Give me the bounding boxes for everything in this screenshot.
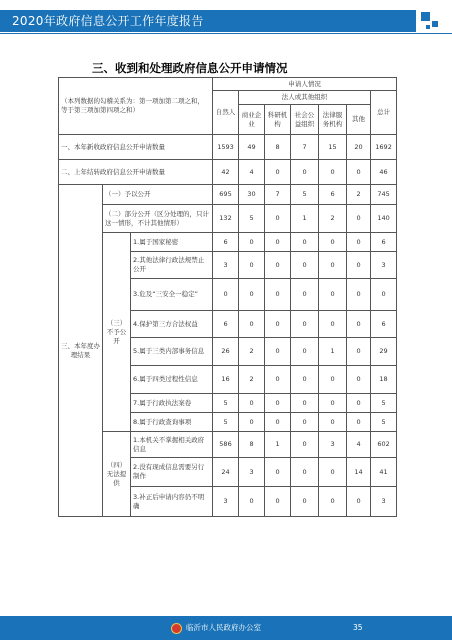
row-label: 2.没有现成信息需要另行制作 [131,458,213,487]
value-cell: 0 [347,366,371,394]
value-cell: 41 [371,458,397,487]
value-cell: 0 [291,413,319,432]
value-cell: 6 [371,233,397,252]
value-cell: 0 [347,279,371,311]
header-square-decoration [432,21,438,27]
value-cell: 0 [265,366,291,394]
value-cell: 0 [265,413,291,432]
value-cell: 132 [213,205,239,233]
value-cell: 5 [213,394,239,413]
page-number: 35 [353,623,363,632]
value-cell: 0 [291,458,319,487]
value-cell: 1692 [371,135,397,160]
row-label: 5.属于三类内部事务信息 [131,338,213,366]
value-cell: 0 [291,279,319,311]
value-cell: 3 [371,252,397,279]
value-cell: 0 [319,160,347,185]
value-cell: 0 [265,205,291,233]
row-label: （二）部分公开（区分处理的，只计这一情形，不计其他情形） [103,205,213,233]
value-cell: 140 [371,205,397,233]
value-cell: 0 [265,338,291,366]
value-cell: 0 [347,160,371,185]
value-cell: 0 [291,432,319,458]
table-row [59,432,397,458]
col-header: 社会公益组织 [291,105,319,135]
header-rule [0,33,452,34]
applicant-header: 申请人情况 [213,78,397,91]
value-cell: 6 [213,233,239,252]
value-cell: 0 [347,233,371,252]
value-cell: 4 [239,160,265,185]
value-cell: 3 [239,458,265,487]
value-cell: 6 [371,311,397,338]
value-cell: 0 [319,458,347,487]
col-header: 科研机构 [265,105,291,135]
value-cell: 5 [371,394,397,413]
value-cell: 16 [213,366,239,394]
row-label: 7.属于行政执法案卷 [131,394,213,413]
value-cell: 0 [265,233,291,252]
value-cell: 0 [291,160,319,185]
table-row [59,135,397,160]
value-cell: 5 [291,185,319,205]
col-header: 商业企业 [239,105,265,135]
row-label: （一）予以公开 [103,185,213,205]
table-row [59,233,397,252]
row-label: 2.其他法律行政法规禁止公开 [131,252,213,279]
value-cell: 29 [371,338,397,366]
value-cell: 0 [347,252,371,279]
value-cell: 6 [213,311,239,338]
section-title: 三、收到和处理政府信息公开申请情况 [92,61,288,75]
value-cell: 0 [265,487,291,517]
not-public-label: （三）不予公开 [103,233,131,432]
value-cell: 0 [319,279,347,311]
value-cell: 0 [291,233,319,252]
page-header [0,0,452,34]
table-row [59,160,397,185]
value-cell: 0 [265,160,291,185]
col-header: 其他 [347,105,371,135]
value-cell: 3 [319,432,347,458]
value-cell: 2 [347,185,371,205]
value-cell: 1593 [213,135,239,160]
value-cell: 0 [347,205,371,233]
value-cell: 0 [291,366,319,394]
value-cell: 0 [239,487,265,517]
value-cell: 7 [291,135,319,160]
value-cell: 0 [265,279,291,311]
row-label: 1.属于国家秘密 [131,233,213,252]
value-cell: 0 [291,252,319,279]
value-cell: 695 [213,185,239,205]
value-cell: 46 [371,160,397,185]
legal-group-header: 法人或其他组织 [239,91,371,105]
value-cell: 0 [265,252,291,279]
row-label: 1.本机关不掌握相关政府信息 [131,432,213,458]
value-cell: 0 [347,394,371,413]
value-cell: 0 [265,394,291,413]
note-cell: （本列数据的勾稽关系为：第一项加第二项之和，等于第三项加第四项之和） [59,78,213,135]
report-table [58,77,397,517]
value-cell: 24 [213,458,239,487]
value-cell: 0 [239,311,265,338]
row-label: 3.补正后申请内容仍不明确 [131,487,213,517]
row-label: 4.保护第三方合法权益 [131,311,213,338]
value-cell: 0 [291,487,319,517]
value-cell: 745 [371,185,397,205]
value-cell: 0 [347,413,371,432]
row-label: 6.属于四类过程性信息 [131,366,213,394]
value-cell: 7 [265,185,291,205]
value-cell: 586 [213,432,239,458]
value-cell: 0 [319,394,347,413]
value-cell: 0 [347,338,371,366]
emblem-icon [171,623,182,634]
value-cell: 30 [239,185,265,205]
value-cell: 2 [239,366,265,394]
value-cell: 0 [239,413,265,432]
value-cell: 8 [265,135,291,160]
value-cell: 49 [239,135,265,160]
value-cell: 3 [213,487,239,517]
value-cell: 0 [265,311,291,338]
result-label: 三、本年度办理结果 [59,185,103,517]
value-cell: 0 [239,252,265,279]
natural-person-header: 自然人 [213,91,239,135]
value-cell: 20 [347,135,371,160]
value-cell: 0 [319,366,347,394]
value-cell: 0 [291,394,319,413]
value-cell: 0 [239,279,265,311]
value-cell: 0 [347,311,371,338]
value-cell: 1 [319,338,347,366]
value-cell: 5 [213,413,239,432]
table-row [59,185,397,205]
value-cell: 0 [291,311,319,338]
value-cell: 0 [319,413,347,432]
value-cell: 0 [347,487,371,517]
value-cell: 3 [371,487,397,517]
cannot-provide-label: （四）无法提供 [103,432,131,517]
header-title: 2020年政府信息公开工作年度报告 [12,14,204,28]
value-cell: 1 [291,205,319,233]
value-cell: 4 [347,432,371,458]
value-cell: 0 [371,279,397,311]
value-cell: 5 [371,413,397,432]
header-square-decoration [426,25,430,29]
row-label: 3.危及“三安全一稳定” [131,279,213,311]
value-cell: 5 [239,205,265,233]
value-cell: 15 [319,135,347,160]
value-cell: 18 [371,366,397,394]
value-cell: 26 [213,338,239,366]
row-label: 二、上年结转政府信息公开申请数量 [59,160,213,185]
value-cell: 14 [347,458,371,487]
header-square-decoration [421,12,430,21]
value-cell: 0 [239,233,265,252]
value-cell: 42 [213,160,239,185]
value-cell: 1 [265,432,291,458]
value-cell: 0 [319,252,347,279]
footer-org: 临沂市人民政府办公室 [186,623,261,632]
value-cell: 8 [239,432,265,458]
value-cell: 2 [239,338,265,366]
row-label: 8.属于行政查询事项 [131,413,213,432]
col-header: 法律服务机构 [319,105,347,135]
total-header: 总计 [371,91,397,135]
value-cell: 0 [213,279,239,311]
value-cell: 602 [371,432,397,458]
table-row [59,205,397,233]
value-cell: 0 [291,338,319,366]
value-cell: 0 [319,487,347,517]
value-cell: 0 [319,233,347,252]
row-label: 一、本年新收政府信息公开申请数量 [59,135,213,160]
value-cell: 6 [319,185,347,205]
value-cell: 0 [319,311,347,338]
value-cell: 0 [265,458,291,487]
value-cell: 3 [213,252,239,279]
value-cell: 2 [319,205,347,233]
value-cell: 0 [239,394,265,413]
